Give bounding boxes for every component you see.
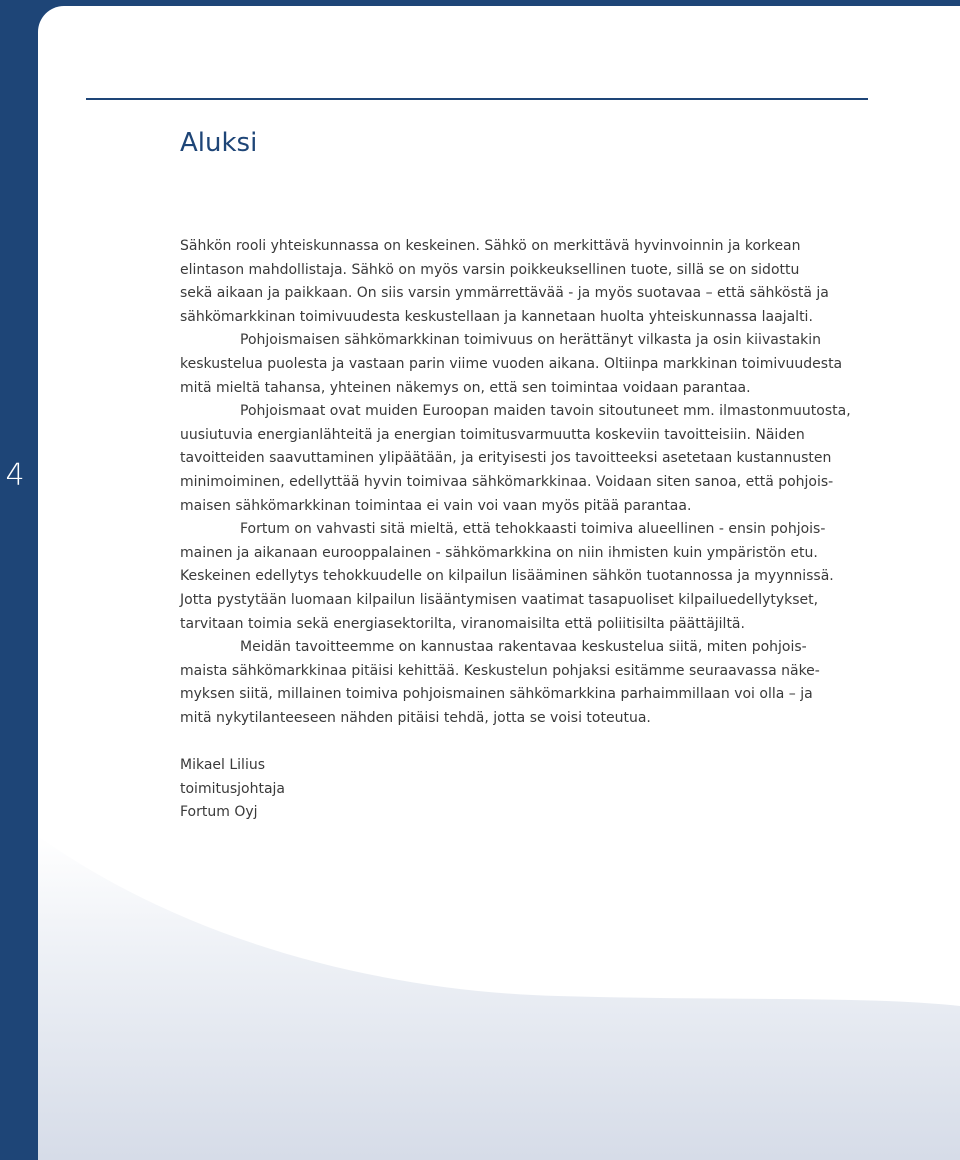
text-line: Fortum on vahvasti sitä mieltä, että tehokkaasti toimiva alueellinen - ensin pohjois- bbox=[240, 521, 826, 538]
text-line: Pohjoismaisen sähkömarkkinan toimivuus on herättänyt vilkasta ja osin kiivastakin bbox=[240, 332, 822, 349]
text-line: minimoiminen, edellyttää hyvin toimivaa sähkömarkkinaa. Voidaan siten sanoa, että pohjois- bbox=[180, 473, 834, 490]
text-line: Keskeinen edellytys tehokkuudelle on kilpailun lisääminen sähkön tuotannossa ja myynnissä. bbox=[180, 568, 834, 585]
left-sidebar-strip bbox=[0, 0, 38, 1160]
text-line: elintason mahdollistaja. Sähkö on myös varsin poikkeuksellinen tuote, sillä se on sidottu bbox=[180, 261, 800, 278]
text-line: mitä nykytilanteeseen nähden pitäisi tehdä, jotta se voisi toteutua. bbox=[180, 709, 651, 726]
paragraph bbox=[180, 400, 851, 518]
text-line: maisen sähkömarkkinan toimintaa ei vain voi vaan myös pitää parantaa. bbox=[180, 497, 692, 514]
page-title: Aluksi bbox=[180, 128, 258, 158]
text-line: sekä aikaan ja paikkaan. On siis varsin ymmärrettävää - ja myös suotavaa – että sähköstä ja bbox=[180, 285, 829, 302]
text-line: Meidän tavoitteemme on kannustaa rakentavaa keskustelua siitä, miten pohjois- bbox=[240, 639, 807, 656]
text-line: tarvitaan toimia sekä energiasektorilta, viranomaisilta että poliitisilta päättäjiltä. bbox=[180, 615, 745, 632]
text-line: Sähkön rooli yhteiskunnassa on keskeinen. Sähkö on merkittävä hyvinvoinnin ja korkean bbox=[180, 238, 801, 254]
signature-company: Fortum Oyj bbox=[180, 804, 258, 821]
text-line: uusiutuvia energianlähteitä ja energian toimitusvarmuutta koskeviin tavoitteisiin. Näiden bbox=[180, 426, 805, 443]
text-line: maista sähkömarkkinaa pitäisi kehittää. Keskustelun pohjaksi esitämme seuraavassa näke- bbox=[180, 662, 820, 679]
text-line: keskustelua puolesta ja vastaan parin viime vuoden aikana. Oltiinpa markkinan toimivuudesta bbox=[180, 355, 843, 372]
page-sheet bbox=[38, 6, 960, 1160]
header-rule bbox=[86, 98, 868, 100]
text-line: mainen ja aikanaan eurooppalainen - sähkömarkkina on niin ihmisten kuin ympäristön etu. bbox=[180, 544, 818, 561]
paragraph bbox=[180, 636, 820, 730]
text-line: Jotta pystytään luomaan kilpailun lisääntymisen vaatimat tasapuoliset kilpailuedellytykset, bbox=[180, 591, 819, 608]
text-line: myksen siitä, millainen toimiva pohjoismainen sähkömarkkina parhaimmillaan voi olla – ja bbox=[180, 686, 813, 703]
text-line: mitä mieltä tahansa, yhteinen näkemys on, että sen toimintaa voidaan parantaa. bbox=[180, 379, 751, 396]
paragraph bbox=[180, 518, 834, 636]
text-line: sähkömarkkinan toimivuudesta keskustellaan ja kannetaan huolta yhteiskunnassa laajalti. bbox=[180, 308, 813, 325]
page-number: 4 bbox=[5, 458, 25, 493]
signature-block bbox=[180, 754, 285, 825]
signature-name: Mikael Lilius bbox=[180, 757, 265, 773]
paragraph bbox=[180, 329, 843, 400]
text-line: tavoitteiden saavuttaminen ylipäätään, ja erityisesti jos tavoitteeksi asetetaan kustannusten bbox=[180, 450, 832, 467]
body-text bbox=[180, 235, 851, 730]
text-line: Pohjoismaat ovat muiden Euroopan maiden tavoin sitoutuneet mm. ilmastonmuutosta, bbox=[240, 403, 851, 420]
signature-role: toimitusjohtaja bbox=[180, 780, 285, 797]
paragraph bbox=[180, 235, 829, 329]
